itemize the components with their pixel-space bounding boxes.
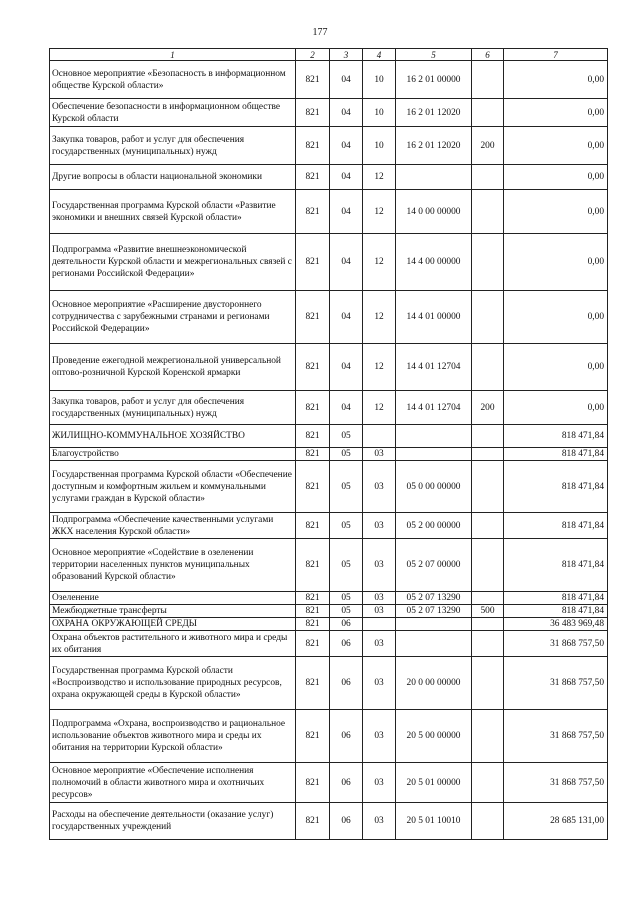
expense-type-code	[472, 291, 504, 344]
expense-type-code	[472, 763, 504, 803]
expense-type-code	[472, 539, 504, 592]
admin-code: 821	[296, 165, 330, 190]
table-row	[50, 605, 608, 618]
table-row	[50, 127, 608, 165]
column-header: 4	[363, 49, 396, 61]
target-article-code: 05 2 07 13290	[396, 592, 472, 605]
subsection-code: 10	[363, 127, 396, 165]
amount-value: 0,00	[504, 391, 608, 425]
subsection-code: 10	[363, 61, 396, 99]
row-name: Основное мероприятие «Безопасность в информационном обществе Курской области»	[50, 61, 296, 99]
target-article-code: 20 0 00 00000	[396, 657, 472, 710]
table-row	[50, 61, 608, 99]
column-header: 3	[330, 49, 363, 61]
target-article-code: 14 4 01 00000	[396, 291, 472, 344]
expense-type-code	[472, 592, 504, 605]
target-article-code: 05 0 00 00000	[396, 461, 472, 513]
subsection-code: 03	[363, 763, 396, 803]
row-name: Государственная программа Курской области «Воспроизводство и использование природных ресурсов, охрана окружающей среды в Курской области»	[50, 657, 296, 710]
admin-code: 821	[296, 291, 330, 344]
section-code: 05	[330, 513, 363, 539]
admin-code: 821	[296, 127, 330, 165]
admin-code: 821	[296, 605, 330, 618]
amount-value: 818 471,84	[504, 605, 608, 618]
row-name: Другие вопросы в области национальной экономики	[50, 165, 296, 190]
amount-value: 818 471,84	[504, 425, 608, 448]
row-name: ЖИЛИЩНО-КОММУНАЛЬНОЕ ХОЗЯЙСТВО	[50, 425, 296, 448]
row-name: Межбюджетные трансферты	[50, 605, 296, 618]
target-article-code: 05 2 07 00000	[396, 539, 472, 592]
target-article-code	[396, 165, 472, 190]
admin-code: 821	[296, 631, 330, 657]
amount-value: 818 471,84	[504, 448, 608, 461]
target-article-code	[396, 425, 472, 448]
subsection-code: 03	[363, 513, 396, 539]
amount-value: 0,00	[504, 190, 608, 234]
target-article-code: 14 4 01 12704	[396, 391, 472, 425]
section-code: 04	[330, 127, 363, 165]
amount-value: 818 471,84	[504, 513, 608, 539]
column-header: 7	[504, 49, 608, 61]
target-article-code: 16 2 01 12020	[396, 127, 472, 165]
section-code: 04	[330, 99, 363, 127]
column-header: 1	[50, 49, 296, 61]
expense-type-code	[472, 631, 504, 657]
amount-value: 0,00	[504, 344, 608, 391]
admin-code: 821	[296, 592, 330, 605]
expense-type-code	[472, 190, 504, 234]
row-name: Обеспечение безопасности в информационном обществе Курской области	[50, 99, 296, 127]
section-code: 04	[330, 391, 363, 425]
row-name: ОХРАНА ОКРУЖАЮЩЕЙ СРЕДЫ	[50, 618, 296, 631]
section-code: 04	[330, 61, 363, 99]
target-article-code: 05 2 07 13290	[396, 605, 472, 618]
subsection-code: 12	[363, 234, 396, 291]
table-row	[50, 592, 608, 605]
admin-code: 821	[296, 99, 330, 127]
target-article-code: 05 2 00 00000	[396, 513, 472, 539]
admin-code: 821	[296, 61, 330, 99]
admin-code: 821	[296, 803, 330, 840]
expense-type-code	[472, 657, 504, 710]
row-name: Подпрограмма «Развитие внешнеэкономической деятельности Курской области и межрегиональных связей с регионами Российской Федерации»	[50, 234, 296, 291]
subsection-code: 03	[363, 448, 396, 461]
subsection-code: 03	[363, 461, 396, 513]
table-row	[50, 234, 608, 291]
table-row	[50, 391, 608, 425]
row-name: Охрана объектов растительного и животного мира и среды их обитания	[50, 631, 296, 657]
section-code: 05	[330, 425, 363, 448]
row-name: Государственная программа Курской области «Обеспечение доступным и комфортным жильем и коммунальными услугами граждан в Курской области»	[50, 461, 296, 513]
expense-type-code	[472, 461, 504, 513]
subsection-code: 12	[363, 291, 396, 344]
expense-type-code	[472, 344, 504, 391]
table-row	[50, 657, 608, 710]
column-header: 5	[396, 49, 472, 61]
subsection-code: 03	[363, 605, 396, 618]
admin-code: 821	[296, 190, 330, 234]
admin-code: 821	[296, 234, 330, 291]
table-row	[50, 165, 608, 190]
section-code: 06	[330, 657, 363, 710]
expense-type-code	[472, 165, 504, 190]
table-row	[50, 344, 608, 391]
row-name: Основное мероприятие «Содействие в озеленении территории населенных пунктов муниципальных образований Курской области»	[50, 539, 296, 592]
expense-type-code	[472, 425, 504, 448]
column-header: 6	[472, 49, 504, 61]
amount-value: 28 685 131,00	[504, 803, 608, 840]
section-code: 04	[330, 165, 363, 190]
budget-table	[49, 48, 608, 840]
table-row	[50, 618, 608, 631]
section-code: 06	[330, 803, 363, 840]
row-name: Расходы на обеспечение деятельности (оказание услуг) государственных учреждений	[50, 803, 296, 840]
row-name: Подпрограмма «Охрана, воспроизводство и рациональное использование объектов животного мира и среды их обитания на территории Курской области»	[50, 710, 296, 763]
subsection-code: 12	[363, 344, 396, 391]
section-code: 06	[330, 710, 363, 763]
section-code: 06	[330, 631, 363, 657]
row-name: Закупка товаров, работ и услуг для обеспечения государственных (муниципальных) нужд	[50, 391, 296, 425]
target-article-code: 20 5 01 00000	[396, 763, 472, 803]
amount-value: 0,00	[504, 234, 608, 291]
section-code: 05	[330, 605, 363, 618]
expense-type-code: 200	[472, 127, 504, 165]
admin-code: 821	[296, 448, 330, 461]
subsection-code: 03	[363, 539, 396, 592]
subsection-code: 03	[363, 592, 396, 605]
expense-type-code	[472, 618, 504, 631]
expense-type-code	[472, 513, 504, 539]
target-article-code: 16 2 01 00000	[396, 61, 472, 99]
subsection-code: 03	[363, 657, 396, 710]
subsection-code	[363, 425, 396, 448]
target-article-code: 14 4 00 00000	[396, 234, 472, 291]
target-article-code	[396, 448, 472, 461]
section-code: 04	[330, 291, 363, 344]
table-row	[50, 291, 608, 344]
column-header: 2	[296, 49, 330, 61]
admin-code: 821	[296, 710, 330, 763]
subsection-code	[363, 618, 396, 631]
row-name: Государственная программа Курской области «Развитие экономики и внешних связей Курской области»	[50, 190, 296, 234]
table-row	[50, 710, 608, 763]
amount-value: 31 868 757,50	[504, 763, 608, 803]
amount-value: 0,00	[504, 127, 608, 165]
target-article-code	[396, 618, 472, 631]
admin-code: 821	[296, 513, 330, 539]
table-row	[50, 448, 608, 461]
amount-value: 31 868 757,50	[504, 710, 608, 763]
section-code: 04	[330, 344, 363, 391]
section-code: 04	[330, 190, 363, 234]
row-name: Благоустройство	[50, 448, 296, 461]
target-article-code: 20 5 01 10010	[396, 803, 472, 840]
table-header-row	[50, 49, 608, 61]
admin-code: 821	[296, 657, 330, 710]
amount-value: 818 471,84	[504, 461, 608, 513]
row-name: Проведение ежегодной межрегиональной универсальной оптово-розничной Курской Коренской ярмарки	[50, 344, 296, 391]
section-code: 06	[330, 763, 363, 803]
expense-type-code: 200	[472, 391, 504, 425]
expense-type-code	[472, 61, 504, 99]
admin-code: 821	[296, 461, 330, 513]
section-code: 04	[330, 234, 363, 291]
subsection-code: 12	[363, 165, 396, 190]
amount-value: 0,00	[504, 165, 608, 190]
admin-code: 821	[296, 539, 330, 592]
subsection-code: 03	[363, 631, 396, 657]
page-number: 177	[312, 27, 328, 38]
row-name: Озеленение	[50, 592, 296, 605]
expense-type-code	[472, 710, 504, 763]
amount-value: 31 868 757,50	[504, 657, 608, 710]
table-row	[50, 539, 608, 592]
subsection-code: 10	[363, 99, 396, 127]
table-row	[50, 803, 608, 840]
expense-type-code	[472, 803, 504, 840]
subsection-code: 03	[363, 710, 396, 763]
table-row	[50, 763, 608, 803]
expense-type-code	[472, 234, 504, 291]
subsection-code: 03	[363, 803, 396, 840]
row-name: Основное мероприятие «Обеспечение исполнения полномочий в области животного мира и охотничьих ресурсов»	[50, 763, 296, 803]
section-code: 05	[330, 539, 363, 592]
section-code: 05	[330, 448, 363, 461]
table-row	[50, 461, 608, 513]
section-code: 06	[330, 618, 363, 631]
target-article-code: 16 2 01 12020	[396, 99, 472, 127]
expense-type-code: 500	[472, 605, 504, 618]
subsection-code: 12	[363, 190, 396, 234]
admin-code: 821	[296, 763, 330, 803]
amount-value: 0,00	[504, 61, 608, 99]
target-article-code: 20 5 00 00000	[396, 710, 472, 763]
target-article-code: 14 0 00 00000	[396, 190, 472, 234]
table-row	[50, 99, 608, 127]
row-name: Основное мероприятие «Расширение двустороннего сотрудничества с зарубежными странами и регионами Российской Федерации»	[50, 291, 296, 344]
table-row	[50, 190, 608, 234]
section-code: 05	[330, 461, 363, 513]
table-row	[50, 513, 608, 539]
admin-code: 821	[296, 618, 330, 631]
expense-type-code	[472, 99, 504, 127]
amount-value: 0,00	[504, 99, 608, 127]
target-article-code	[396, 631, 472, 657]
admin-code: 821	[296, 391, 330, 425]
table-row	[50, 425, 608, 448]
amount-value: 36 483 969,48	[504, 618, 608, 631]
subsection-code: 12	[363, 391, 396, 425]
expense-type-code	[472, 448, 504, 461]
table-row	[50, 631, 608, 657]
target-article-code: 14 4 01 12704	[396, 344, 472, 391]
amount-value: 0,00	[504, 291, 608, 344]
amount-value: 31 868 757,50	[504, 631, 608, 657]
amount-value: 818 471,84	[504, 592, 608, 605]
row-name: Закупка товаров, работ и услуг для обеспечения государственных (муниципальных) нужд	[50, 127, 296, 165]
admin-code: 821	[296, 425, 330, 448]
row-name: Подпрограмма «Обеспечение качественными услугами ЖКХ населения Курской области»	[50, 513, 296, 539]
amount-value: 818 471,84	[504, 539, 608, 592]
admin-code: 821	[296, 344, 330, 391]
section-code: 05	[330, 592, 363, 605]
